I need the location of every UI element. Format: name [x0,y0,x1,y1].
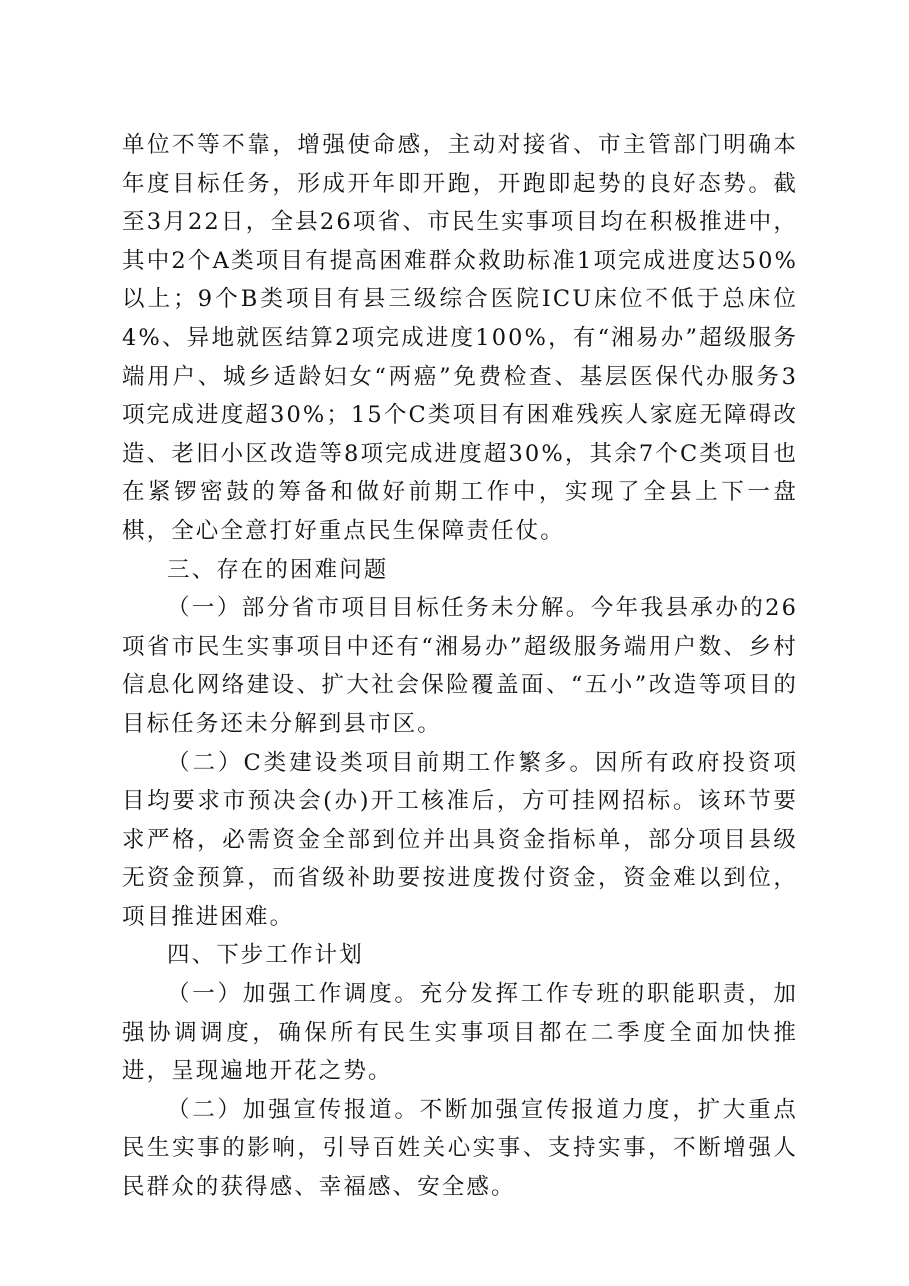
section-heading-problems: 三、存在的困难问题 [167,556,389,583]
paragraph-plan-2: （二）加强宣传报道。不断加强宣传报道力度，扩大重点民生实事的影响，引导百姓关心实事、支持实事，不断增强人民群众的获得感、幸福感、安全感。 [122,1096,798,1201]
paragraph-progress-summary: 单位不等不靠，增强使命感，主动对接省、市主管部门明确本年度目标任务，形成开年即开跑，开跑即起势的良好态势。截至3月22日，全县26项省、市民生实事项目均在积极推进中，其中2个A类项目有提高困难群众救助标准1项完成进度达50%以上；9个B类项目有县三级综合医院ICU床位不低于总床位4%、异地就医结算2项完成进度100%，有“湘易办”超级服务端用户、城乡适龄妇女“两癌”免费检查、基层医保代办服务3项完成进度超30%；15个C类项目有困难残疾人家庭无障碍改造、老旧小区改造等8项完成进度超30%，其余7个C类项目也在紧锣密鼓的筹备和做好前期工作中，实现了全县上下一盘棋，全心全意打好重点民生保障责任仗。 [122,132,798,544]
document-body [122,126,798,1207]
section-heading-next-steps: 四、下步工作计划 [167,942,364,969]
paragraph-plan-1: （一）加强工作调度。充分发挥工作专班的职能职责，加强协调调度，确保所有民生实事项目都在二季度全面加快推进，呈现遍地开花之势。 [122,981,798,1085]
paragraph-problem-1: （一）部分省市项目目标任务未分解。今年我县承办的26项省市民生实事项目中还有“湘易办”超级服务端用户数、乡村信息化网络建设、扩大社会保险覆盖面、“五小”改造等项目的目标任务还未分解到县市区。 [122,595,798,737]
paragraph-problem-2: （二）C类建设类项目前期工作繁多。因所有政府投资项目均要求市预决会(办)开工核准后，方可挂网招标。该环节要求严格，必需资金全部到位并出具资金指标单，部分项目县级无资金预算，而省级补助要按进度拨付资金，资金难以到位，项目推进困难。 [122,749,798,930]
